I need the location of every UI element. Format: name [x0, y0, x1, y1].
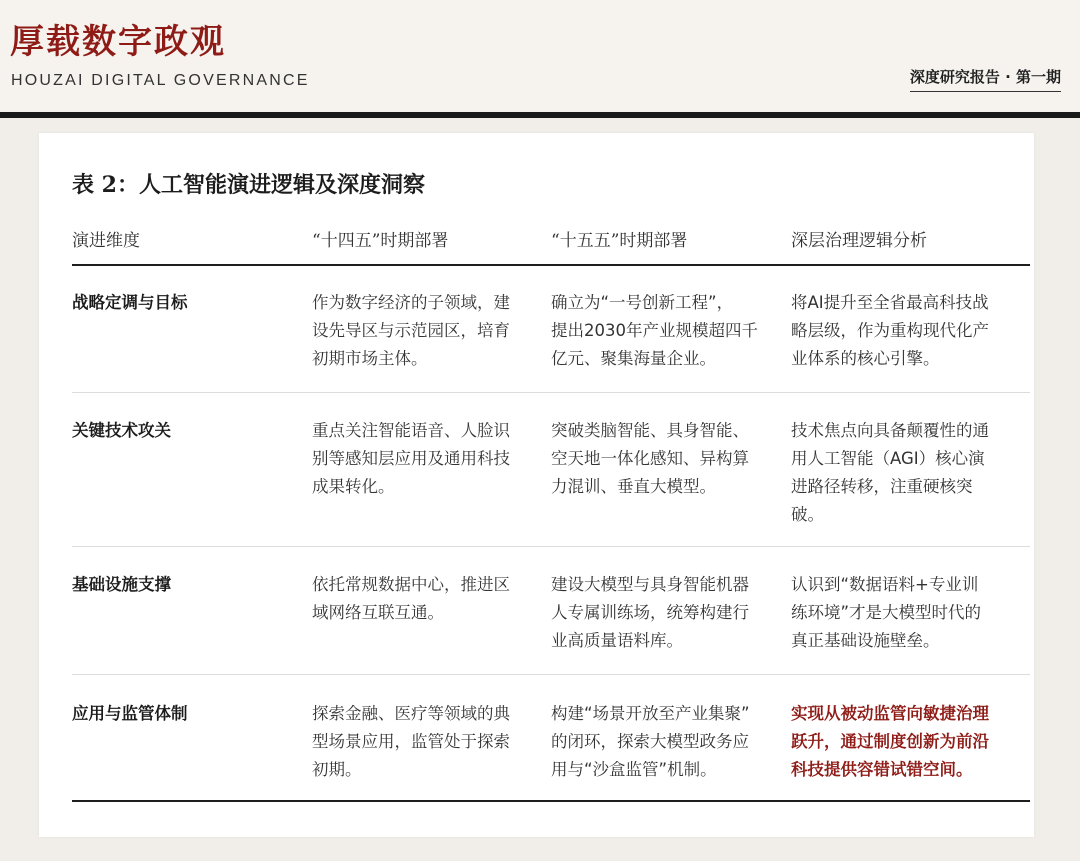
cell-line: 用与“沙盒监管”机制。	[551, 760, 717, 779]
cell-line: 跃升，通过制度创新为前沿	[791, 732, 989, 751]
cell-analysis	[791, 289, 989, 373]
cell-15th-plan	[551, 700, 750, 784]
cell-15th-plan	[551, 571, 749, 655]
cell-line: 进路径转移，注重硬核突	[791, 477, 973, 496]
cell-14th-plan	[312, 571, 510, 627]
cell-line: 成果转化。	[312, 477, 395, 496]
column-header-dimension: 演进维度	[72, 231, 140, 251]
cell-line: 练环境”才是大模型时代的	[791, 603, 982, 622]
cell-line: 域网络互联互通。	[312, 603, 444, 622]
cell-14th-plan	[312, 417, 510, 501]
cell-line: 重点关注智能语音、人脸识	[312, 421, 510, 440]
cell-line: 空天地一体化感知、异构算	[551, 449, 749, 468]
cell-analysis	[791, 417, 989, 529]
masthead	[0, 0, 1080, 113]
cell-line: 别等感知层应用及通用科技	[312, 449, 510, 468]
cell-analysis	[791, 571, 981, 655]
cell-line: 突破类脑智能、具身智能、	[551, 421, 749, 440]
cell-line: 业高质量语料库。	[551, 631, 683, 650]
cell-15th-plan	[551, 417, 749, 501]
cell-line: 将AI提升至全省最高科技战	[791, 293, 989, 312]
cell-line: 用人工智能（AGI）核心演	[791, 449, 985, 468]
cell-line: 应用与监管体制	[72, 704, 188, 723]
cell-line: 提出2030年产业规模超四千	[551, 321, 758, 340]
cell-dimension	[72, 700, 188, 728]
row-separator	[72, 674, 1030, 675]
cell-line: 初期市场主体。	[312, 349, 428, 368]
cell-dimension	[72, 417, 171, 445]
cell-14th-plan	[312, 700, 510, 784]
cell-line: 业体系的核心引擎。	[791, 349, 940, 368]
cell-line: 建设大模型与具身智能机器	[551, 575, 749, 594]
cell-analysis	[791, 700, 989, 784]
issue-label: 深度研究报告 · 第一期	[910, 66, 1061, 92]
cell-line: 技术焦点向具备颠覆性的通	[791, 421, 989, 440]
cell-line: 初期。	[312, 760, 362, 779]
cell-line: 科技提供容错试错空间。	[791, 760, 973, 779]
brand-subtitle: HOUZAI DIGITAL GOVERNANCE	[11, 72, 310, 89]
column-header-14th-plan: “十四五”时期部署	[312, 231, 449, 251]
cell-line: 基础设施支撑	[72, 575, 171, 594]
row-separator	[72, 392, 1030, 393]
cell-line: 型场景应用，监管处于探索	[312, 732, 510, 751]
column-header-15th-plan: “十五五”时期部署	[551, 231, 688, 251]
header-rule	[0, 112, 1080, 118]
cell-line: 亿元、聚集海量企业。	[551, 349, 716, 368]
cell-line: 依托常规数据中心，推进区	[312, 575, 510, 594]
header-divider	[72, 264, 1030, 266]
brand-title: 厚载数字政观	[10, 22, 226, 62]
cell-line: 略层级，作为重构现代化产	[791, 321, 989, 340]
cell-line: 实现从被动监管向敏捷治理	[791, 704, 989, 723]
cell-line: 确立为“一号创新工程”，	[551, 293, 734, 312]
cell-line: 构建“场景开放至产业集聚”	[551, 704, 750, 723]
cell-line: 作为数字经济的子领域，建	[312, 293, 510, 312]
cell-line: 关键技术攻关	[72, 421, 171, 440]
column-header-analysis: 深层治理逻辑分析	[791, 231, 927, 251]
cell-line: 真正基础设施壁垒。	[791, 631, 940, 650]
cell-14th-plan	[312, 289, 510, 373]
cell-line: 探索金融、医疗等领域的典	[312, 704, 510, 723]
cell-line: 认识到“数据语料+专业训	[791, 575, 979, 594]
cell-line: 设先导区与示范园区，培育	[312, 321, 510, 340]
row-separator	[72, 546, 1030, 547]
cell-line: 人专属训练场，统筹构建行	[551, 603, 749, 622]
cell-line: 战略定调与目标	[72, 293, 188, 312]
table-title: 表 2：人工智能演进逻辑及深度洞察	[72, 172, 425, 198]
cell-line: 力混训、垂直大模型。	[551, 477, 716, 496]
table-bottom-rule	[72, 800, 1030, 802]
cell-15th-plan	[551, 289, 758, 373]
table-header-row	[39, 228, 1034, 258]
table-card	[39, 133, 1034, 837]
cell-dimension	[72, 289, 188, 317]
cell-line: 的闭环，探索大模型政务应	[551, 732, 749, 751]
cell-dimension	[72, 571, 171, 599]
cell-line: 破。	[791, 505, 824, 524]
